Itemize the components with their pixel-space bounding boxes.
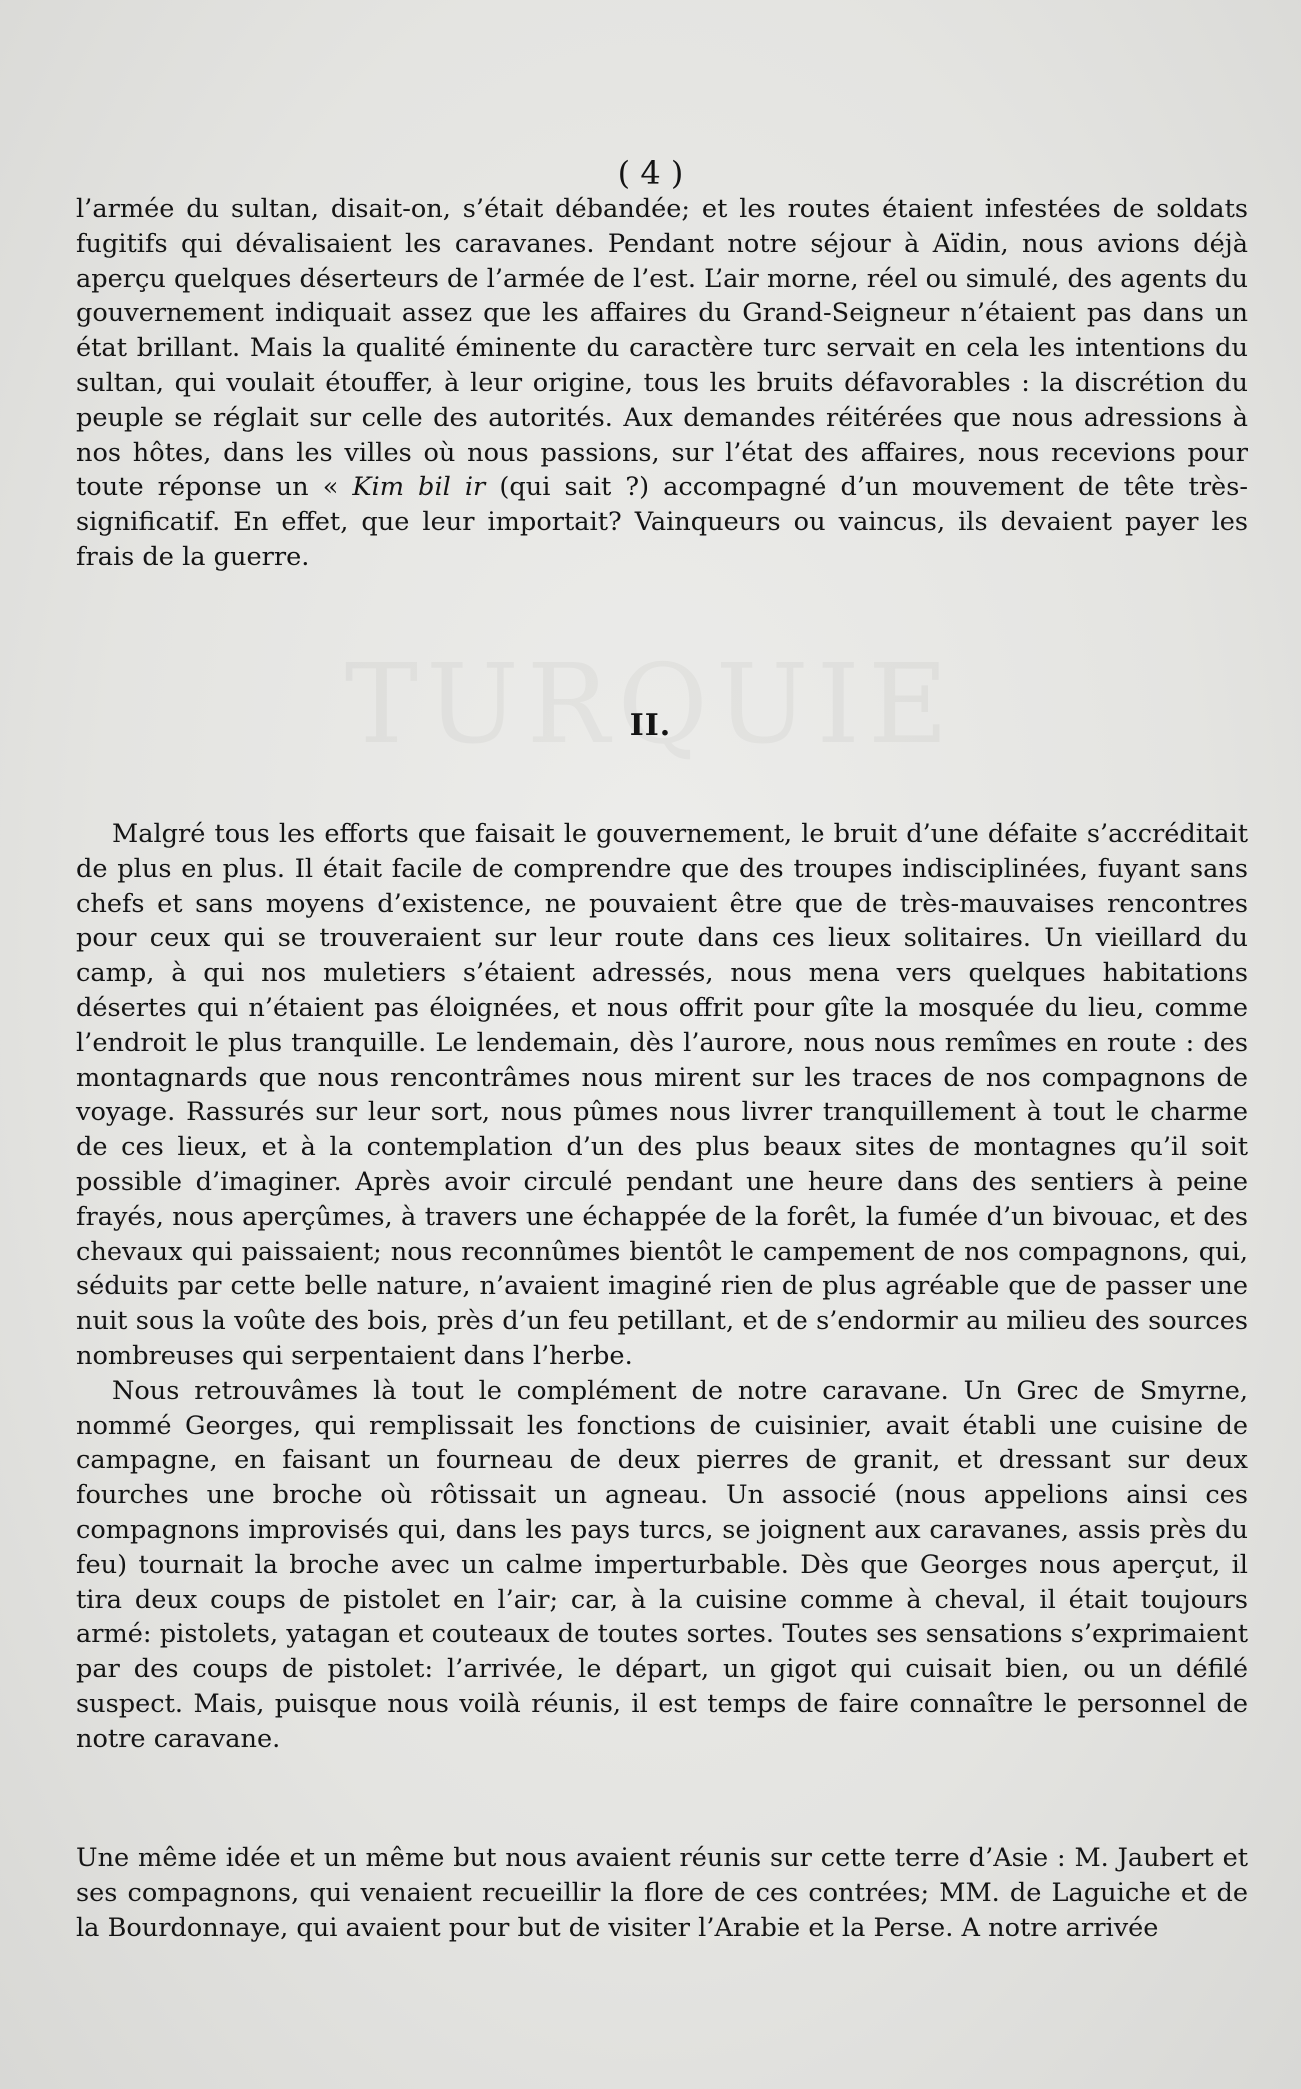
text-block-continuation (76, 192, 1248, 575)
paragraph (76, 192, 1248, 575)
show-through-watermark (0, 640, 1301, 768)
paragraph: Nous retrouvâmes là tout le complément de notre caravane. Un Grec de Smyrne, nommé Georges, qui remplissait les fonctions de cuisinier, avait établi une cuisine de campagne, en faisant un fourneau de deux pierres de granit, et dressant sur deux fourches une broche où rôtissait un agneau. Un associé (nous appelions ainsi ces compagnons improvisés qui, dans les pays turcs, se joignent aux caravanes, assis près du feu) tournait la broche avec un calme imperturbable. Dès que Georges nous aperçut, il tira deux coups de pistolet en l’air; car, à la cuisine comme à cheval, il était toujours armé: pistolets, yatagan et couteaux de toutes sortes. Toutes ses sensations s’exprimaient par des coups de pistolet: l’arrivée, le départ, un gigot qui cuisait bien, ou un défilé suspect. Mais, puisque nous voilà réunis, il est temps de faire connaître le personnel de notre caravane. (76, 1375, 1248, 1754)
text-block-section-ii (76, 817, 1248, 1757)
paragraph-text: l’armée du sultan, disait-on, s’était débandée; et les routes étaient infestées de soldats fugitifs qui dévalisaient les caravanes. Pendant notre séjour à Aïdin, nous avions déjà aperçu quelques déserteurs de l’armée de l’est. L’air morne, réel ou simulé, des agents du gouvernement indiquait assez que les affaires du Grand-Seigneur n’étaient pas dans un état brillant. Mais la qualité éminente du caractère turc servait en cela les intentions du sultan, qui voulait étouffer, à leur origine, tous les bruits défavorables : la discrétion du peuple se réglait sur celle des autorités. Aux demandes réitérées que nous adressions à nos hôtes, dans les villes où nous passions, sur l’état des affaires, nous recevions pour toute réponse un « (76, 194, 1248, 503)
section-heading: II. (629, 708, 672, 743)
text-block-final (76, 1841, 1248, 1945)
paragraph: Une même idée et un même but nous avaient réunis sur cette terre d’Asie : M. Jaubert et ses compagnons, qui venaient recueillir la flore de ces contrées; MM. de Laguiche et de la Bourdonnaye, qui avaient pour but de visiter l’Arabie et la Perse. A notre arrivée (76, 1843, 1248, 1943)
turkish-phrase: Kim bil ir (352, 472, 486, 503)
paragraph-text: (qui sait ?) accompagné d’un mouvement de tête très-significatif. En effet, que leur importait? Vainqueurs ou vaincus, ils devaient payer les frais de la guerre. (76, 472, 1248, 572)
page-number: ( 4 ) (617, 154, 684, 192)
paragraph: Malgré tous les efforts que faisait le gouvernement, le bruit d’une défaite s’accréditait de plus en plus. Il était facile de comprendre que des troupes indisciplinées, fuyant sans chefs et sans moyens d’existence, ne pouvaient être que de très-mauvaises rencontres pour ceux qui se trouveraient sur leur route dans ces lieux solitaires. Un vieillard du camp, à qui nos muletiers s’étaient adressés, nous mena vers quelques habitations désertes qui n’étaient pas éloignées, et nous offrit pour gîte la mosquée du lieu, comme l’endroit le plus tranquille. Le lendemain, dès l’aurore, nous nous remîmes en route : des montagnards que nous rencontrâmes nous mirent sur les traces de nos compagnons de voyage. Rassurés sur leur sort, nous pûmes nous livrer tranquillement à tout le charme de ces lieux, et à la contemplation d’un des plus beaux sites de montagnes qu’il soit possible d’imaginer. Après avoir circulé pendant une heure dans des sentiers à peine frayés, nous aperçûmes, à travers une échappée de la forêt, la fumée d’un bivouac, et des chevaux qui paissaient; nous reconnûmes bientôt le campement de nos compagnons, qui, séduits par cette belle nature, n’avaient imaginé rien de plus agréable que de passer une nuit sous la voûte des bois, près d’un feu petillant, et de s’endormir au milieu des sources nombreuses qui serpentaient dans l’herbe. (76, 819, 1248, 1371)
